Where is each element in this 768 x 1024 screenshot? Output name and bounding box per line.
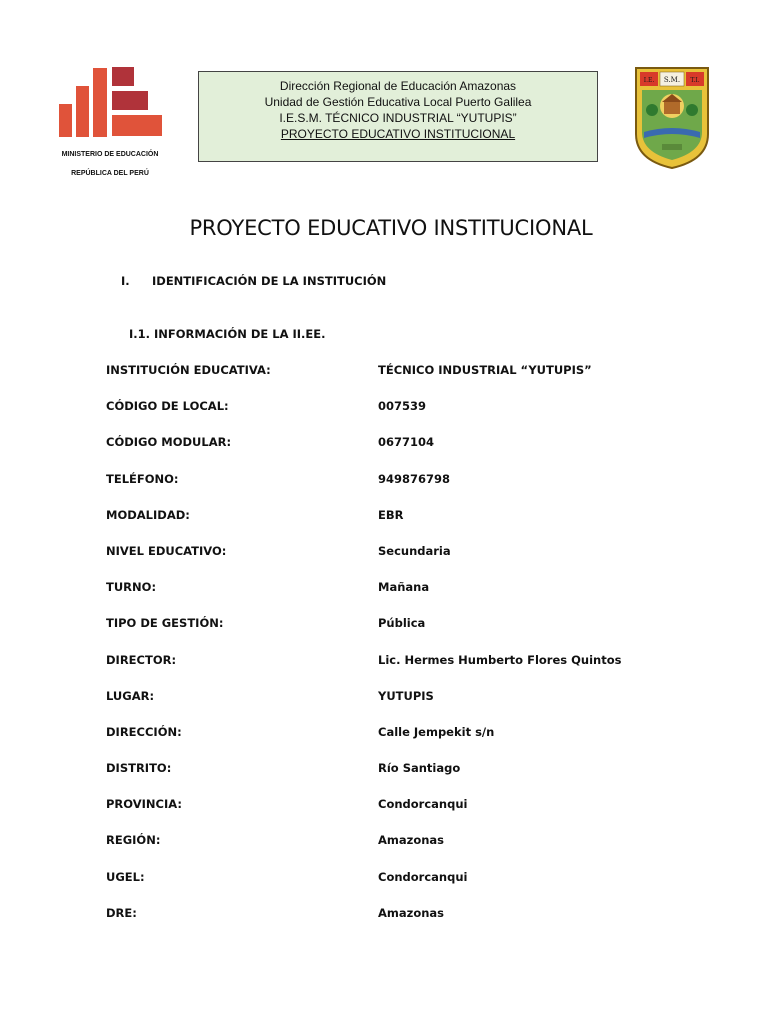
crest-left-text: I.E.	[643, 77, 655, 84]
info-row-ugel	[106, 870, 726, 906]
header-line-school: I.E.S.M. TÉCNICO INDUSTRIAL “YUTUPIS”	[279, 111, 517, 125]
info-row-nivel	[106, 544, 726, 580]
info-row-tipo-gestion	[106, 616, 726, 652]
info-value: 007539	[378, 399, 427, 414]
crest-right-text: T.I.	[690, 77, 700, 84]
info-row-institucion	[106, 363, 726, 399]
section-number: I.	[121, 274, 130, 288]
ministry-country: REPÚBLICA DEL PERÚ	[71, 170, 149, 177]
info-value: Pública	[378, 616, 426, 631]
document-title: PROYECTO EDUCATIVO INSTITUCIONAL	[189, 216, 593, 240]
info-label: REGIÓN:	[106, 833, 161, 848]
info-label: DRE:	[106, 905, 137, 920]
info-value: Amazonas	[378, 833, 445, 848]
info-value: Calle Jempekit s/n	[378, 724, 495, 739]
section-title: IDENTIFICACIÓN DE LA INSTITUCIÓN	[152, 274, 387, 288]
info-row-codigo-local	[106, 399, 726, 435]
school-crest	[632, 64, 712, 170]
info-label: LUGAR:	[106, 688, 155, 703]
crest-center-text: S.M.	[663, 76, 681, 84]
header-line-ugel: Unidad de Gestión Educativa Local Puerto Galilea	[264, 95, 532, 109]
info-row-direccion	[106, 725, 726, 761]
info-value: 0677104	[378, 435, 435, 450]
info-value: TÉCNICO INDUSTRIAL “YUTUPIS”	[378, 363, 592, 377]
info-value: Amazonas	[378, 905, 445, 920]
info-row-telefono	[106, 472, 726, 508]
info-row-turno	[106, 580, 726, 616]
info-label: INSTITUCIÓN EDUCATIVA:	[106, 363, 271, 377]
info-label: DISTRITO:	[106, 761, 172, 776]
institution-info-list	[106, 363, 726, 942]
header-box	[198, 71, 598, 162]
info-label: DIRECCIÓN:	[106, 724, 182, 739]
info-label: TURNO:	[106, 580, 157, 595]
info-label: CÓDIGO DE LOCAL:	[106, 399, 229, 414]
info-row-codigo-modular	[106, 435, 726, 471]
info-label: TIPO DE GESTIÓN:	[106, 616, 224, 631]
info-label: UGEL:	[106, 869, 145, 884]
info-value: Condorcanqui	[378, 797, 468, 812]
info-value: Río Santiago	[378, 761, 461, 776]
info-row-region	[106, 833, 726, 869]
info-value: Condorcanqui	[378, 869, 468, 884]
subsection-title: INFORMACIÓN DE LA II.EE.	[154, 327, 326, 341]
info-label: NIVEL EDUCATIVO:	[106, 543, 227, 558]
info-value: EBR	[378, 507, 404, 522]
info-label: MODALIDAD:	[106, 507, 190, 522]
info-label: PROVINCIA:	[106, 797, 182, 812]
info-value: YUTUPIS	[378, 688, 434, 703]
info-label: TELÉFONO:	[106, 471, 179, 486]
header-line-project: PROYECTO EDUCATIVO INSTITUCIONAL	[280, 127, 516, 141]
info-row-lugar	[106, 689, 726, 725]
ministry-name: MINISTERIO DE EDUCACIÓN	[61, 151, 159, 158]
header-line-dre: Dirección Regional de Educación Amazonas	[279, 79, 517, 93]
info-label: DIRECTOR:	[106, 652, 177, 667]
info-value: Mañana	[378, 580, 430, 595]
info-row-provincia	[106, 797, 726, 833]
info-value: 949876798	[378, 471, 451, 486]
info-value: Secundaria	[378, 543, 451, 558]
info-label: CÓDIGO MODULAR:	[106, 435, 232, 450]
subsection-number: I.1.	[129, 327, 151, 341]
info-row-director	[106, 653, 726, 689]
info-row-modalidad	[106, 508, 726, 544]
info-row-dre	[106, 906, 726, 942]
info-row-distrito	[106, 761, 726, 797]
info-value: Lic. Hermes Humberto Flores Quintos	[378, 652, 622, 667]
ministry-logo	[56, 64, 168, 144]
